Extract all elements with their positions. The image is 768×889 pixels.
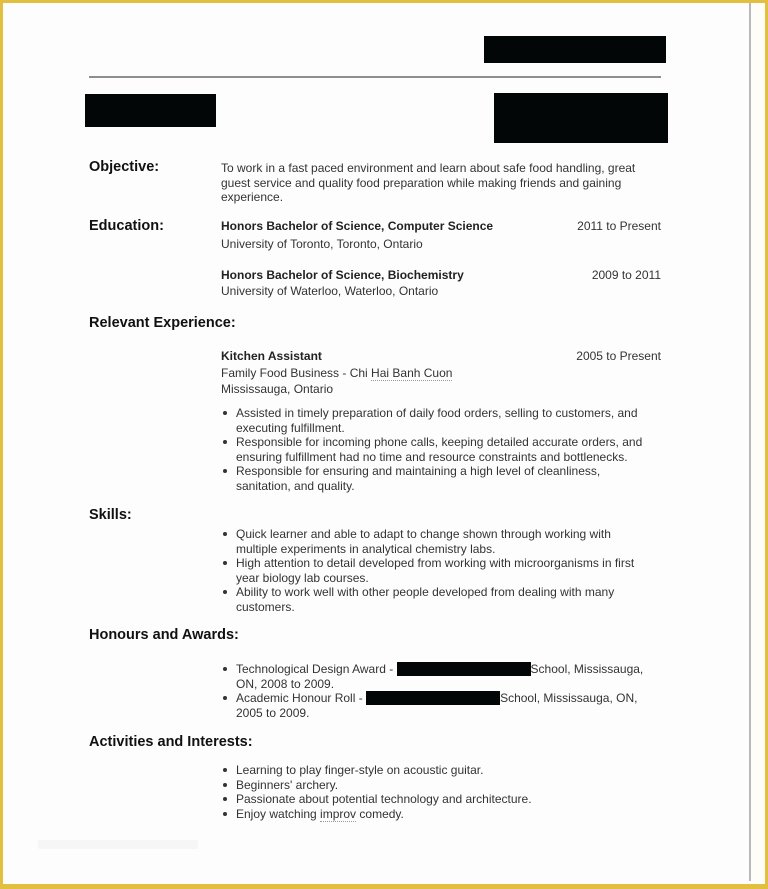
list-item: [221, 807, 661, 822]
page-margin: [751, 3, 765, 881]
education-school: University of Waterloo, Waterloo, Ontario: [221, 284, 439, 298]
redacted-school-name: [366, 691, 500, 705]
redacted-contact-block: [494, 93, 668, 143]
faint-watermark: [38, 840, 198, 849]
section-title-objective: Objective:: [89, 159, 160, 175]
activity-text: comedy.: [356, 806, 404, 821]
award-name: Academic Honour Roll -: [236, 691, 367, 705]
redacted-header-top-right: [484, 36, 666, 63]
objective-text: To work in a fast paced environment and learn about safe food handling, great guest service and quality food preparation while making friends and gaining experience.: [221, 161, 636, 204]
education-school: University of Toronto, Toronto, Ontario: [221, 237, 423, 251]
list-item: High attention to detail developed from working with microorganisms in first year biology lab courses.: [221, 556, 646, 585]
employer-prefix: Family Food Business - Chi: [221, 366, 372, 380]
list-item: [221, 662, 651, 691]
education-dates: 2009 to 2011: [591, 268, 661, 282]
experience-bullets: [221, 406, 651, 493]
list-item: Responsible for ensuring and maintaining a high level of cleanliness, sanitation, and quality.: [221, 464, 651, 493]
list-item: Beginners' archery.: [221, 778, 661, 793]
list-item: [221, 691, 651, 720]
list-item: Responsible for incoming phone calls, keeping detailed accurate orders, and ensuring fulfillment had no time and resource constraints and bottlenecks.: [221, 435, 651, 464]
experience-dates: 2005 to Present: [576, 349, 661, 363]
employer-name: Hai Banh Cuon: [371, 366, 453, 380]
redacted-name: [85, 94, 216, 127]
section-title-awards: Honours and Awards:: [89, 627, 239, 643]
list-item: Passionate about potential technology and architecture.: [221, 792, 661, 807]
header-divider: [89, 76, 661, 78]
education-degree: Honors Bachelor of Science, Computer Science: [221, 219, 494, 233]
activities-bullets: [221, 763, 661, 821]
section-title-experience: Relevant Experience:: [89, 315, 236, 331]
award-details: School, Mississauga, ON, 2008 to 2009.: [236, 662, 644, 691]
list-item: Assisted in timely preparation of daily food orders, selling to customers, and executing fulfillment.: [221, 406, 651, 435]
skills-bullets: [221, 527, 646, 614]
list-item: Learning to play finger-style on acoustic guitar.: [221, 763, 661, 778]
section-title-activities: Activities and Interests:: [89, 734, 253, 750]
education-dates: 2011 to Present: [577, 219, 661, 233]
award-details: School, Mississauga, ON, 2005 to 2009.: [236, 691, 638, 720]
section-title-skills: Skills:: [89, 507, 132, 523]
education-degree: Honors Bachelor of Science, Biochemistry: [221, 268, 464, 282]
list-item: Quick learner and able to adapt to change shown through working with multiple experiments in analytical chemistry labs.: [221, 527, 646, 556]
redacted-school-name: [397, 662, 531, 676]
experience-location: Mississauga, Ontario: [221, 382, 334, 396]
experience-employer: [221, 366, 452, 381]
activity-text: Enjoy watching: [236, 806, 321, 821]
experience-role: Kitchen Assistant: [221, 349, 322, 363]
award-name: Technological Design Award -: [236, 662, 397, 676]
list-item: Ability to work well with other people developed from dealing with many customers.: [221, 585, 646, 614]
awards-bullets: [221, 662, 651, 720]
section-title-education: Education:: [89, 218, 164, 234]
activity-underlined-word: improv: [320, 806, 357, 821]
